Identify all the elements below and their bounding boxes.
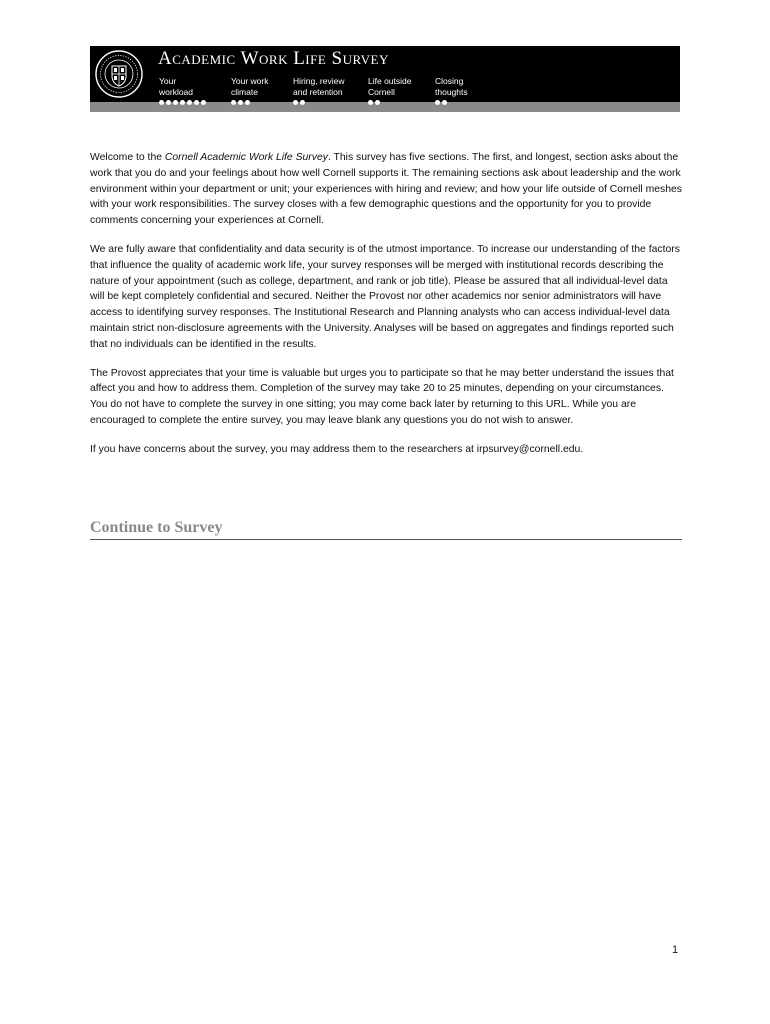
continue-section: [90, 519, 682, 540]
progress-dot: [159, 100, 164, 105]
section-progress-dots: [368, 100, 380, 108]
progress-dot: [293, 100, 298, 105]
nav-your-work-climate[interactable]: Your work climate: [231, 76, 269, 97]
section-progress-dots: [231, 100, 250, 108]
progress-dot: [435, 100, 440, 105]
progress-dot: [231, 100, 236, 105]
progress-dot: [300, 100, 305, 105]
nav-closing-thoughts[interactable]: Closing thoughts: [435, 76, 468, 97]
progress-dot: [442, 100, 447, 105]
nav-hiring-review-retention[interactable]: Hiring, review and retention: [293, 76, 345, 97]
progress-dot: [238, 100, 243, 105]
nav-life-outside-cornell[interactable]: Life outside Cornell: [368, 76, 412, 97]
progress-dot: [201, 100, 206, 105]
survey-name: Cornell Academic Work Life Survey: [164, 152, 328, 163]
intro-paragraph-welcome: Welcome to the Cornell Academic Work Life Survey. This survey has five sections. The first, and longest, section asks about the work that you do and your feelings about how well Cornell supports it. The remaining sections ask about leadership and the work environment within your department or unit; your experiences with hiring and review; and how your life outside of Cornell meshes with your work responsibilities. The survey closes with a few demographic questions and the opportunity for you to provide comments concerning your experiences at Cornell.: [90, 152, 682, 227]
progress-dot: [375, 100, 380, 105]
intro-paragraph-confidentiality: We are fully aware that confidentiality and data security is of the utmost importance. To increase our understanding of the factors that influence the quality of academic work life, your survey responses will be merged with institutional records describing the nature of your appointment (such as college, department, and rank or job title). Please be assured that all individual-level data will be kept completely confidential and secured. Neither the Provost nor other academics nor senior administrators will have access to identifying survey responses. The Institutional Research and Planning analysts who can access individual-level data maintain strict non-disclosure agreements with the University. Analyses will be based on aggregates and findings reported such that no individuals can be identified in the results.: [90, 243, 680, 350]
cornell-seal-icon: [94, 49, 144, 99]
progress-dot: [166, 100, 171, 105]
section-progress-dots: [159, 100, 206, 108]
progress-dot: [187, 100, 192, 105]
section-progress-dots: [293, 100, 305, 108]
continue-to-survey-link[interactable]: Continue to Survey: [90, 519, 223, 536]
section-progress-dots: [435, 100, 447, 108]
progress-dot: [245, 100, 250, 105]
progress-dot: [368, 100, 373, 105]
page-number: 1: [672, 944, 679, 956]
intro-paragraph-participation: The Provost appreciates that your time is valuable but urges you to participate so that he may better understand the issues that affect you and how to address them. Completion of the survey may take 20 to 25 minutes, depending on your circumstances. You do not have to complete the survey in one sitting; you may come back later by returning to this URL. While you are encouraged to complete the entire survey, you may leave blank any questions you do not wish to answer.: [90, 367, 674, 426]
progress-dot: [173, 100, 178, 105]
intro-paragraph-contact: If you have concerns about the survey, you may address them to the researchers at irpsurvey@cornell.edu.: [90, 443, 584, 455]
survey-title: Academic Work Life Survey: [158, 48, 389, 69]
nav-your-workload[interactable]: Your workload: [159, 76, 194, 97]
survey-intro: [90, 150, 682, 471]
progress-dot: [194, 100, 199, 105]
progress-dot: [180, 100, 185, 105]
